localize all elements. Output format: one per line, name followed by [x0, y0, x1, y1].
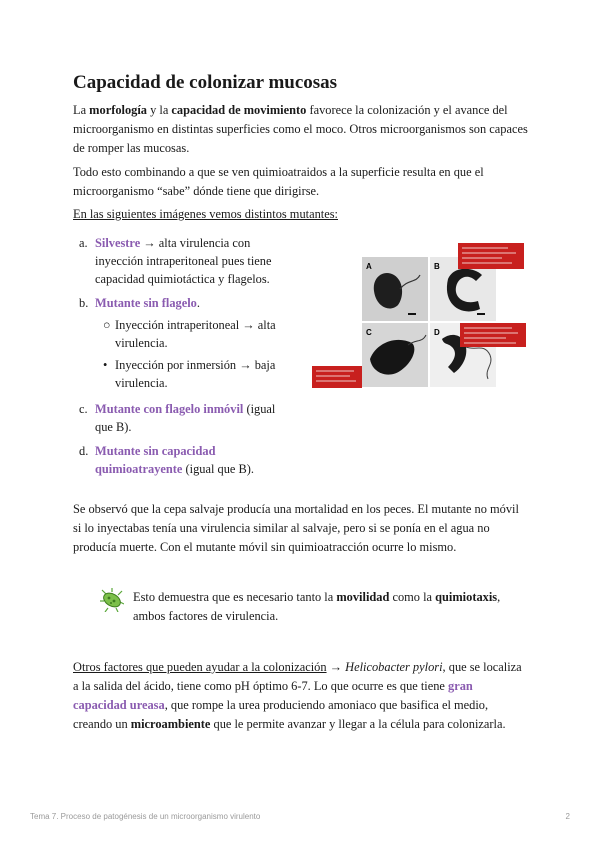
underlined-text: Otros factores que pueden ayudar a la colonización — [73, 660, 327, 674]
bold-term: capacidad de movimiento — [171, 103, 307, 117]
text: → — [326, 660, 346, 674]
list-item-text: → alta virulencia con inyección intraperitoneal pues tiene capacidad quimiotáctica y flagelos. — [95, 236, 272, 286]
list-item-title: Mutante con flagelo inmóvil — [95, 402, 244, 416]
text: , que rompe la urea produciendo amoniaco que basifica el medio, creando un — [73, 698, 489, 731]
text: y la — [146, 103, 172, 117]
paragraph-mutantes-heading: En las siguientes imágenes vemos distintos mutantes: — [73, 207, 338, 221]
micrograph-image — [312, 239, 528, 389]
bold-term: movilidad — [336, 590, 390, 604]
sub-item-text: Inyección intraperitoneal → alta virulencia. — [115, 318, 276, 350]
bacteria-icon — [100, 588, 124, 612]
list-item — [73, 400, 293, 436]
annotation-box-a — [458, 243, 524, 269]
list-item-text: (igual que B). — [182, 462, 254, 476]
list-item — [73, 442, 293, 478]
text: , que se localiza a la salida del ácido, tiene como pH óptimo 6-7. Lo que ocurre es que tiene — [73, 660, 522, 693]
species-name: Helicobacter pylori — [345, 660, 443, 674]
paragraph-observacion: Se observó que la cepa salvaje producía una mortalidad en los peces. El mutante no móvil si lo inyectabas tenía una virulencia similar al salvaje, pero si se ponía en el agua no producía muerte. Con el mutante móvil sin quimioatracción ocurre lo mismo. — [73, 502, 519, 554]
list-item-text: (igual que B). — [95, 402, 276, 434]
sub-list-item — [73, 356, 293, 392]
mutant-list — [73, 234, 293, 484]
list-item — [73, 234, 293, 288]
text: , ambos factores de virulencia. — [133, 590, 501, 623]
mutant-micrograph-figure — [312, 239, 528, 389]
list-item-title: Mutante sin capacidad quimioatrayente — [95, 444, 216, 476]
text: La — [73, 103, 90, 117]
text: que le permite avanzar y llegar a la célula para colonizarla. — [210, 717, 506, 731]
sub-item-text: Inyección por inmersión → baja virulencia. — [115, 358, 276, 390]
list-marker: a. — [79, 236, 88, 250]
note-text — [133, 588, 528, 626]
annotation-box-c — [312, 366, 362, 388]
list-marker: d. — [79, 444, 89, 458]
footer-text: Tema 7. Proceso de patogénesis de un microorganismo virulento — [30, 812, 261, 821]
sub-list-item — [73, 316, 293, 352]
panel-label: A — [366, 262, 372, 271]
bullet-icon: • — [103, 358, 108, 372]
list-item-title: Mutante sin flagelo — [95, 296, 197, 310]
panel-label: B — [434, 262, 440, 271]
bold-term: morfología — [89, 103, 147, 117]
list-item-title: Silvestre — [95, 236, 141, 250]
text: favorece la colonización y el avance del microorganismo en distintas superficies como el moco. Otros microorganismos son capaces de romper las mucosas. — [73, 103, 528, 155]
page-title: Capacidad de colonizar mucosas — [73, 72, 338, 93]
bold-term: microambiente — [130, 717, 211, 731]
bold-term: quimiotaxis — [435, 590, 498, 604]
panel-label: C — [366, 328, 372, 337]
bullet-icon: ○ — [103, 318, 111, 332]
page-footer — [30, 812, 570, 821]
list-item — [73, 294, 293, 312]
text: Esto demuestra que es necesario tanto la — [133, 590, 337, 604]
text: como la — [389, 590, 436, 604]
list-item-text: . — [196, 296, 200, 310]
list-marker: b. — [79, 296, 89, 310]
list-marker: c. — [79, 402, 88, 416]
highlight-term: gran capacidad ureasa — [73, 679, 473, 712]
page-number: 2 — [565, 812, 570, 821]
panel-label: D — [434, 328, 440, 337]
paragraph-quimioatraccion: Todo esto combinando a que se ven quimioatraidos a la superficie resulta en que el microorganismo “sabe” dónde tiene que dirigirse. — [73, 165, 484, 198]
paragraph-helicobacter — [73, 658, 528, 734]
paragraph-intro — [73, 101, 528, 158]
